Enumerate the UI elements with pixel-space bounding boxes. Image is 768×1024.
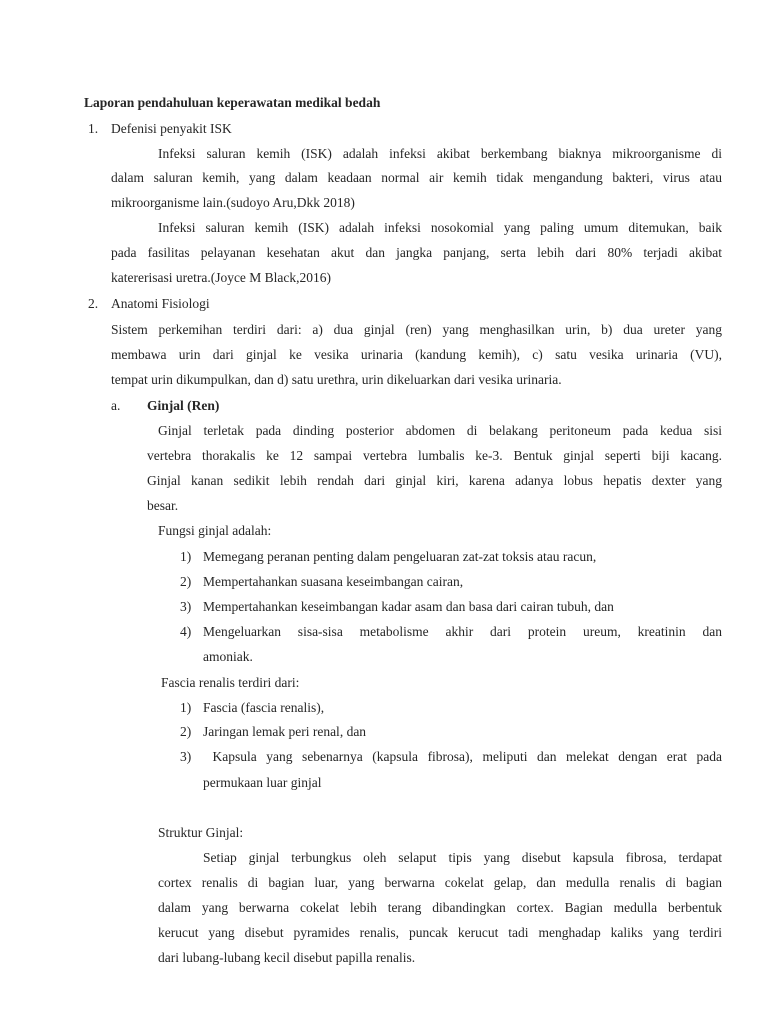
struktur-para-line-5: dari lubang-lubang kecil disebut papilla renalis. xyxy=(158,950,416,965)
section-2-heading: Anatomi Fisiologi xyxy=(111,296,210,311)
fascia-item-number: 1) xyxy=(180,700,192,715)
fascia-item-text: Fascia (fascia renalis), xyxy=(203,700,325,715)
fungsi-item-number: 2) xyxy=(180,574,192,589)
fungsi-item-text: Mempertahankan suasana keseimbangan cairan, xyxy=(203,574,464,589)
fascia-item-text: Jaringan lemak peri renal, dan xyxy=(203,724,367,739)
subsection-a-heading: Ginjal (Ren) xyxy=(147,398,220,413)
fungsi-item-text: Memegang peranan penting dalam pengeluaran zat-zat toksis atau racun, xyxy=(203,549,597,564)
ginjal-para-line-4: besar. xyxy=(147,498,179,513)
ginjal-para-line-2: vertebra thorakalis ke 12 sampai vertebra lumbalis ke-3. Bentuk ginjal seperti biji kacang. xyxy=(147,448,722,463)
fungsi-item-number: 3) xyxy=(180,599,192,614)
section-2-intro-line-1: Sistem perkemihan terdiri dari: a) dua ginjal (ren) yang menghasilkan urin, b) dua ureter yang xyxy=(111,322,722,337)
fascia-item-number: 3) xyxy=(180,749,192,764)
ginjal-para-line-3: Ginjal kanan sedikit lebih rendah dari ginjal kiri, karena adanya lobus hepatis dexter yang xyxy=(147,473,722,488)
struktur-para-line-1: Setiap ginjal terbungkus oleh selaput tipis yang disebut kapsula fibrosa, terdapat xyxy=(203,850,722,865)
struktur-para-line-3: dalam yang berwarna cokelat lebih terang dibandingkan cortex. Bagian medulla berbentuk xyxy=(158,900,722,915)
struktur-para-line-2: cortex renalis di bagian luar, yang berwarna cokelat gelap, dan medulla renalis di bagian xyxy=(158,875,722,890)
fungsi-item-number: 4) xyxy=(180,624,192,639)
fascia-heading: Fascia renalis terdiri dari: xyxy=(161,675,300,690)
fungsi-item-text: Mengeluarkan sisa-sisa metabolisme akhir dari protein ureum, kreatinin dan xyxy=(203,624,722,639)
section-1-para-1-line-3: mikroorganisme lain.(sudoyo Aru,Dkk 2018) xyxy=(111,195,355,210)
section-1-para-2-line-3: katererisasi uretra.(Joyce M Black,2016) xyxy=(111,270,332,285)
section-1-para-2-line-2: pada fasilitas pelayanan kesehatan akut dan jangka panjang, serta lebih dari 80% terjadi akibat xyxy=(111,245,722,260)
fungsi-item-text-continued: amoniak. xyxy=(203,649,253,664)
fascia-item-number: 2) xyxy=(180,724,192,739)
section-1-number: 1. xyxy=(88,121,99,136)
struktur-heading: Struktur Ginjal: xyxy=(158,825,244,840)
document-title: Laporan pendahuluan keperawatan medikal bedah xyxy=(84,95,381,110)
section-2-intro-line-2: membawa urin dari ginjal ke vesika urinaria (kandung kemih), c) satu vesika urinaria (VU), xyxy=(111,347,722,362)
section-2-number: 2. xyxy=(88,296,99,311)
fascia-item-text-continued: permukaan luar ginjal xyxy=(203,775,322,790)
fascia-item-text: Kapsula yang sebenarnya (kapsula fibrosa), meliputi dan melekat dengan erat pada xyxy=(203,749,722,764)
section-1-para-1-line-1: Infeksi saluran kemih (ISK) adalah infeksi akibat berkembang biaknya mikroorganisme di xyxy=(158,146,722,161)
fungsi-item-number: 1) xyxy=(180,549,192,564)
section-1-para-2-line-1: Infeksi saluran kemih (ISK) adalah infeksi nosokomial yang paling umum ditemukan, baik xyxy=(158,220,722,235)
ginjal-para-line-1: Ginjal terletak pada dinding posterior abdomen di belakang peritoneum pada kedua sisi xyxy=(158,423,722,438)
fungsi-item-text: Mempertahankan keseimbangan kadar asam dan basa dari cairan tubuh, dan xyxy=(203,599,614,614)
section-2-intro-line-3: tempat urin dikumpulkan, dan d) satu urethra, urin dikeluarkan dari vesika urinaria. xyxy=(111,372,562,387)
subsection-a-letter: a. xyxy=(111,398,121,413)
section-1-heading: Defenisi penyakit ISK xyxy=(111,121,232,136)
fungsi-heading: Fungsi ginjal adalah: xyxy=(158,523,272,538)
section-1-para-1-line-2: dalam saluran kemih, yang dalam keadaan normal air kemih tidak mengandung bakteri, virus atau xyxy=(111,170,722,185)
struktur-para-line-4: kerucut yang disebut pyramides renalis, puncak kerucut tadi menghadap kaliks yang terdiri xyxy=(158,925,722,940)
